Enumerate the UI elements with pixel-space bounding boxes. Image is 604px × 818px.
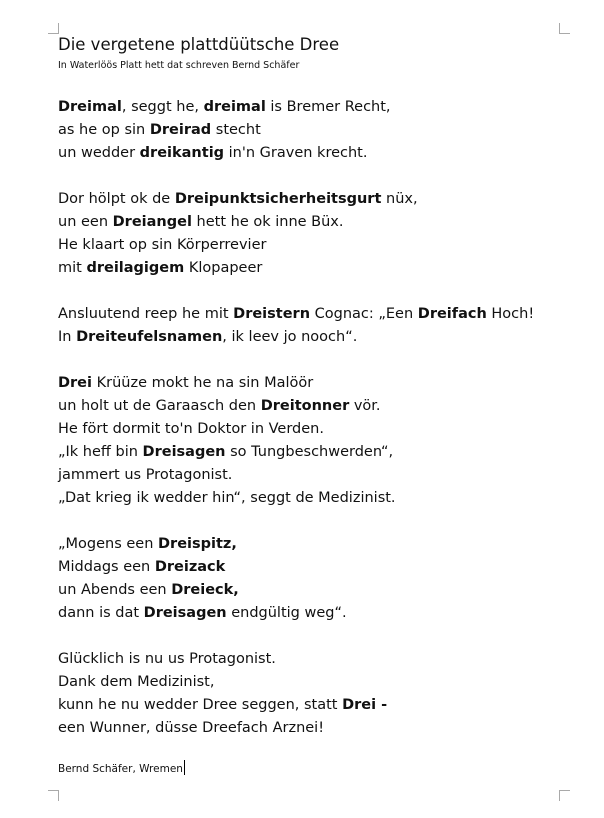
poem-line[interactable]: [58, 119, 568, 142]
line-text: un Abends een: [58, 582, 172, 598]
line-text: in'n Graven krecht.: [224, 145, 368, 161]
poem-line[interactable]: [58, 556, 568, 579]
line-text: nüx,: [381, 191, 418, 207]
poem-line[interactable]: [58, 395, 568, 418]
poem-stanza: [58, 303, 568, 349]
line-text: Klopapeer: [184, 260, 263, 276]
line-text: Hoch!: [486, 306, 535, 322]
bold-word: Drei -: [342, 697, 388, 713]
document-title[interactable]: Die vergetene plattdüütsche Dree: [58, 35, 340, 54]
bold-word: Dreispitz,: [158, 536, 237, 552]
line-text: In: [58, 329, 77, 345]
line-text: un wedder: [58, 145, 140, 161]
line-text: Middags een: [58, 559, 155, 575]
bold-word: Dreisagen: [143, 605, 227, 621]
line-text: as he op sin: [58, 122, 150, 138]
poem-line[interactable]: [58, 418, 568, 441]
poem-stanza: [58, 648, 568, 740]
poem-line[interactable]: [58, 257, 568, 280]
poem-line[interactable]: [58, 234, 568, 257]
poem-line[interactable]: [58, 96, 568, 119]
line-text: He klaart op sin Körperrevier: [58, 237, 267, 253]
poem-line[interactable]: [58, 326, 568, 349]
poem-line[interactable]: [58, 487, 568, 510]
document-subtitle[interactable]: In Waterlöös Platt hett dat schreven Bernd Schäfer: [58, 60, 300, 71]
bold-word: Dreizack: [154, 559, 226, 575]
line-text: Cognac: „Een: [310, 306, 418, 322]
signature-text[interactable]: Bernd Schäfer, Wremen: [58, 763, 183, 775]
signature-line[interactable]: [58, 760, 185, 777]
line-text: He fört dormit to'n Doktor in Verden.: [58, 421, 324, 437]
bold-word: dreimal: [203, 99, 266, 115]
line-text: , seggt he,: [121, 99, 204, 115]
line-text: jammert us Protagonist.: [58, 467, 233, 483]
poem-line[interactable]: [58, 694, 568, 717]
line-text: un holt ut de Garaasch den: [58, 398, 261, 414]
line-text: hett he ok inne Büx.: [191, 214, 344, 230]
poem-stanza: [58, 188, 568, 280]
bold-word: dreilagigem: [86, 260, 185, 276]
line-text: Glücklich is nu us Protagonist.: [58, 651, 276, 667]
poem-line[interactable]: [58, 142, 568, 165]
text-cursor: [184, 760, 185, 775]
poem-line[interactable]: [58, 464, 568, 487]
poem-line[interactable]: [58, 303, 568, 326]
bold-word: Dreieck,: [171, 582, 239, 598]
poem-stanza: [58, 533, 568, 625]
line-text: „Dat krieg ik wedder hin“, seggt de Medizinist.: [58, 490, 396, 506]
crop-mark-top-left: [48, 23, 59, 34]
crop-mark-bottom-right: [559, 790, 570, 801]
line-text: een Wunner, düsse Dreefach Arznei!: [58, 720, 325, 736]
poem-line[interactable]: [58, 579, 568, 602]
poem-line[interactable]: [58, 188, 568, 211]
poem-line[interactable]: [58, 211, 568, 234]
crop-mark-top-right: [559, 23, 570, 34]
bold-word: dreikantig: [139, 145, 225, 161]
line-text: Krüüze mokt he na sin Malöör: [92, 375, 314, 391]
bold-word: Dreipunktsicherheitsgurt: [174, 191, 382, 207]
line-text: Ansluutend reep he mit: [58, 306, 234, 322]
bold-word: Drei: [58, 375, 92, 391]
line-text: so Tungbeschwerden“,: [225, 444, 394, 460]
bold-word: Dreisagen: [142, 444, 226, 460]
line-text: vör.: [349, 398, 381, 414]
poem-line[interactable]: [58, 533, 568, 556]
bold-word: Dreiteufelsnamen: [76, 329, 223, 345]
line-text: Dank dem Medizinist,: [58, 674, 215, 690]
poem-line[interactable]: [58, 602, 568, 625]
bold-word: Dreitonner: [260, 398, 350, 414]
line-text: , ik leev jo nooch“.: [222, 329, 358, 345]
line-text: un een: [58, 214, 113, 230]
line-text: is Bremer Recht,: [265, 99, 391, 115]
line-text: „Mogens een: [58, 536, 159, 552]
line-text: „Ik heff bin: [58, 444, 143, 460]
bold-word: Dreiangel: [112, 214, 192, 230]
bold-word: Dreimal: [58, 99, 122, 115]
poem-line[interactable]: [58, 372, 568, 395]
line-text: endgültig weg“.: [226, 605, 347, 621]
poem-line[interactable]: [58, 648, 568, 671]
line-text: Dor hölpt ok de: [58, 191, 175, 207]
poem-stanza: [58, 96, 568, 165]
line-text: stecht: [211, 122, 261, 138]
line-text: kunn he nu wedder Dree seggen, statt: [58, 697, 343, 713]
bold-word: Dreistern: [233, 306, 311, 322]
bold-word: Dreifach: [417, 306, 487, 322]
poem-line[interactable]: [58, 441, 568, 464]
poem-line[interactable]: [58, 717, 568, 740]
line-text: dann is dat: [58, 605, 144, 621]
poem-body[interactable]: [58, 96, 568, 763]
line-text: mit: [58, 260, 87, 276]
poem-line[interactable]: [58, 671, 568, 694]
poem-stanza: [58, 372, 568, 510]
bold-word: Dreirad: [149, 122, 212, 138]
crop-mark-bottom-left: [48, 790, 59, 801]
